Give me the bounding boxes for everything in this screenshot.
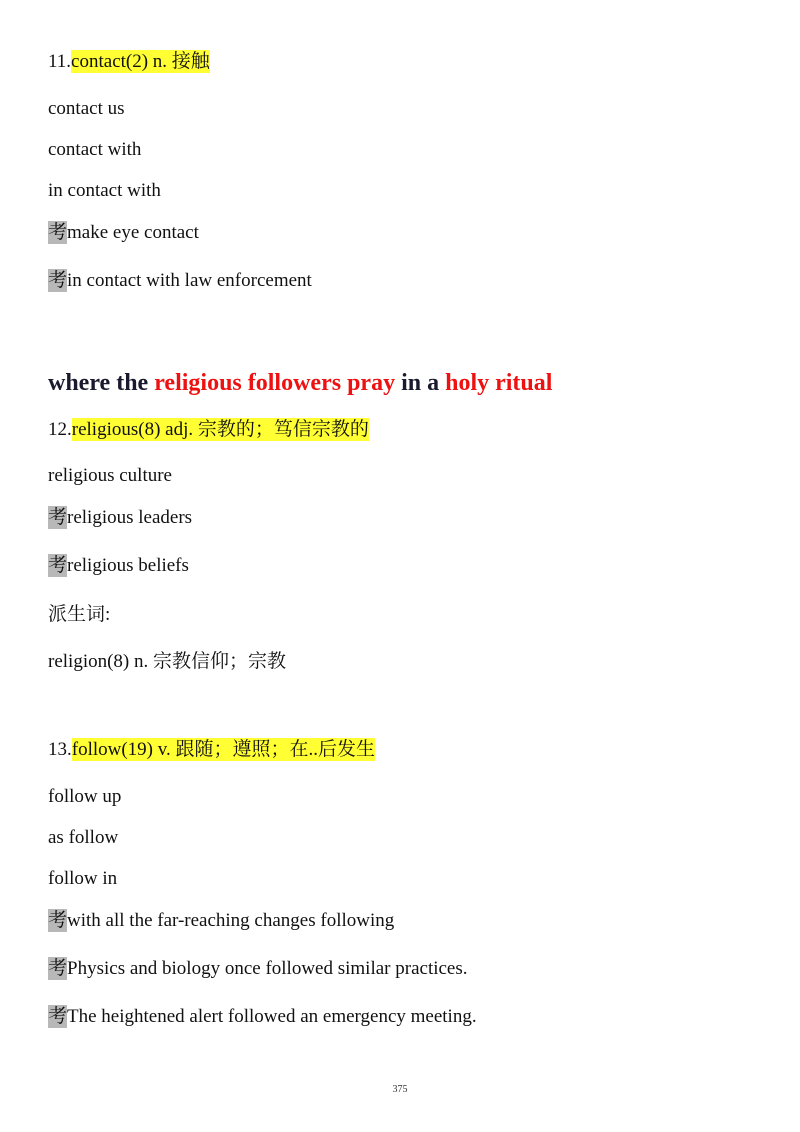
exam-mark: 考 [48, 270, 68, 291]
exam-text: The heightened alert followed an emergency meeting. [67, 1006, 477, 1027]
entry-13-heading [48, 738, 375, 762]
headword-highlight: religious(8) adj. 宗教的；笃信宗教的 [71, 419, 369, 440]
sentence-part: where the [48, 370, 155, 396]
context-sentence [48, 368, 552, 398]
phrase: as follow [48, 827, 119, 848]
exam-text: in contact with law enforcement [67, 270, 312, 291]
exam-text: Physics and biology once followed similar practices. [67, 958, 468, 979]
entry-number: 12. [48, 419, 72, 440]
exam-item [48, 269, 312, 293]
exam-text: make eye contact [67, 222, 199, 243]
exam-item [48, 506, 192, 530]
phrase: contact us [48, 98, 125, 119]
exam-item [48, 1005, 477, 1029]
exam-item [48, 554, 189, 578]
entry-12-heading [48, 418, 369, 442]
derived-label: 派生词: [48, 604, 111, 625]
phrase: religious culture [48, 465, 172, 486]
exam-mark: 考 [48, 1006, 68, 1027]
entry-number: 11. [48, 51, 72, 72]
exam-mark: 考 [48, 555, 68, 576]
exam-mark: 考 [48, 910, 68, 931]
phrase: contact with [48, 139, 142, 160]
derived-word: religion(8) n. 宗教信仰；宗教 [48, 651, 287, 672]
exam-text: religious beliefs [67, 555, 189, 576]
exam-item [48, 221, 199, 245]
exam-mark: 考 [48, 958, 68, 979]
entry-11-heading [48, 50, 210, 74]
page-number: 375 [392, 1084, 408, 1095]
phrase: follow in [48, 868, 118, 889]
sentence-emphasis: religious followers pray [154, 370, 396, 396]
sentence-emphasis: holy ritual [445, 370, 553, 396]
phrase: in contact with [48, 180, 161, 201]
sentence-part: in a [395, 370, 446, 396]
entry-number: 13. [48, 739, 72, 760]
exam-text: religious leaders [67, 507, 193, 528]
exam-mark: 考 [48, 507, 68, 528]
exam-item [48, 909, 394, 933]
exam-item [48, 957, 468, 981]
phrase: follow up [48, 786, 122, 807]
exam-mark: 考 [48, 222, 68, 243]
headword-highlight: contact(2) n. 接触 [71, 51, 210, 72]
headword-highlight: follow(19) v. 跟随；遵照；在..后发生 [71, 739, 376, 760]
exam-text: with all the far-reaching changes following [67, 910, 395, 931]
